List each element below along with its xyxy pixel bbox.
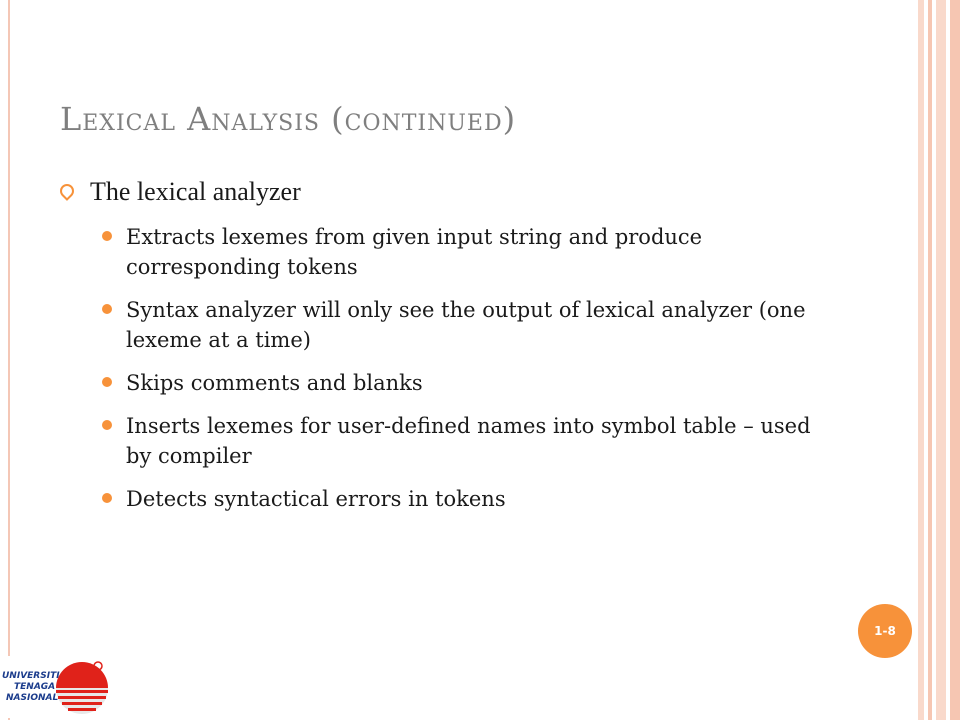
bullet-dot-icon (102, 420, 112, 430)
subbullet-text: Skips comments and blanks (126, 371, 423, 395)
subbullet-item (60, 368, 840, 398)
subbullet-text: Inserts lexemes for user-defined names into symbol table – used by compiler (126, 414, 811, 468)
bullet-dot-icon (102, 304, 112, 314)
logo-line2: TENAGA (14, 682, 56, 692)
bullet-list (60, 176, 840, 527)
subbullet-text: Detects syntactical errors in tokens (126, 487, 506, 511)
bullet-level1 (60, 176, 840, 208)
slide-title: Lexical Analysis (continued) (60, 100, 517, 138)
subbullet-item (60, 411, 840, 471)
bullet-marker-icon (57, 181, 77, 201)
bullet-text: The lexical analyzer (90, 177, 301, 206)
right-decorative-stripe (918, 0, 924, 720)
logo-line3: NASIONAL (6, 693, 59, 703)
bullet-dot-icon (102, 377, 112, 387)
subbullet-text: Extracts lexemes from given input string and produce corresponding tokens (126, 225, 703, 279)
slide-number-badge: 1-8 (858, 604, 912, 658)
bullet-dot-icon (102, 231, 112, 241)
logo-line1: UNIVERSITI (2, 671, 60, 681)
right-decorative-stripe (936, 0, 946, 720)
right-decorative-stripe (928, 0, 932, 720)
subbullet-item (60, 222, 840, 282)
university-logo (0, 656, 120, 718)
left-border-line (8, 0, 10, 720)
subbullet-item (60, 295, 840, 355)
bullet-dot-icon (102, 493, 112, 503)
right-decorative-stripe (950, 0, 960, 720)
subbullet-text: Syntax analyzer will only see the output of lexical analyzer (one lexeme at a time) (126, 298, 806, 352)
subbullet-item (60, 484, 840, 514)
